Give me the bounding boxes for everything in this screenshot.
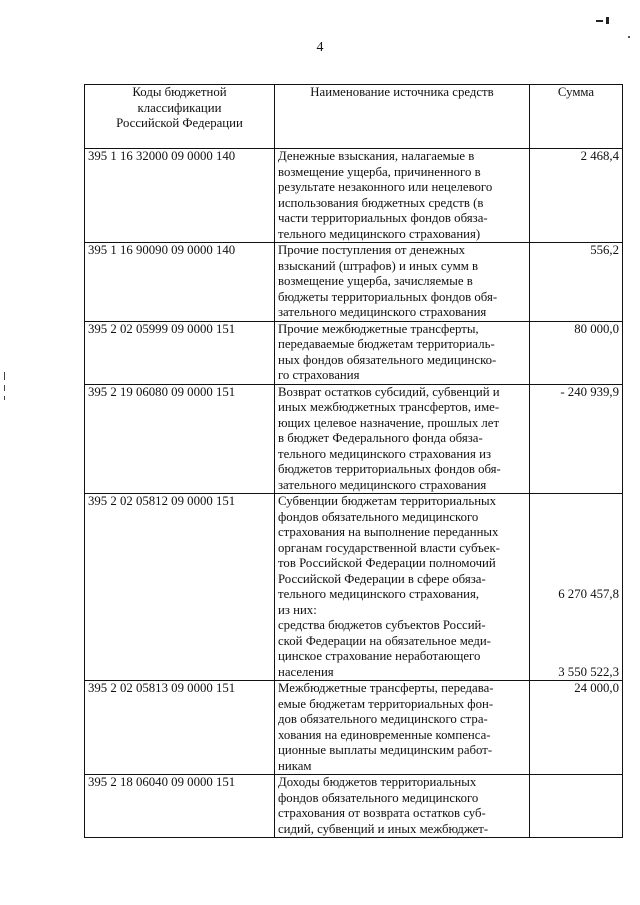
amount-total: 6 270 457,8 bbox=[558, 587, 619, 601]
source-name-line: Российской Федерации в сфере обяза- bbox=[278, 571, 486, 586]
source-name-cell bbox=[275, 384, 530, 494]
source-name-cell bbox=[275, 681, 530, 775]
source-name-line: тельного медицинского страхования из bbox=[278, 446, 492, 461]
header-name: Наименование источника средств bbox=[275, 85, 530, 149]
amount-cell bbox=[530, 775, 623, 838]
table-row bbox=[85, 321, 623, 384]
source-name-line: цинское страхование неработающего bbox=[278, 649, 481, 663]
amount-cell bbox=[530, 494, 623, 681]
budget-code-cell: 395 2 02 05813 09 0000 151 bbox=[85, 681, 275, 775]
scan-artifact bbox=[4, 385, 5, 391]
budget-code-cell: 395 1 16 32000 09 0000 140 bbox=[85, 149, 275, 243]
header-code-line: классификации bbox=[137, 100, 222, 115]
source-name-line: Денежные взыскания, налагаемые в bbox=[278, 149, 475, 163]
source-name-line: ционные выплаты медицинским работ- bbox=[278, 743, 493, 757]
source-name-line: зательного медицинского страхования bbox=[278, 305, 487, 319]
table-row bbox=[85, 243, 623, 322]
source-name-line: возмещение ущерба, причиненного в bbox=[278, 164, 481, 179]
source-name-line: Доходы бюджетов территориальных bbox=[278, 775, 477, 789]
source-name-line: бюджеты территориальных фондов обя- bbox=[278, 289, 498, 304]
budget-code-cell: 395 1 16 90090 09 0000 140 bbox=[85, 243, 275, 322]
source-name-line: возмещение ущерба, зачисляемые в bbox=[278, 274, 473, 288]
source-name-line: средства бюджетов субъектов Россий- bbox=[278, 618, 486, 632]
table-header-row bbox=[85, 85, 623, 149]
source-name-cell bbox=[275, 775, 530, 838]
source-name-cell bbox=[275, 321, 530, 384]
source-name-line: органам государственной власти субъек- bbox=[278, 540, 500, 555]
amount-subtotal: 3 550 522,3 bbox=[558, 664, 619, 679]
source-name-line: дов обязательного медицинского стра- bbox=[278, 712, 488, 726]
table-row bbox=[85, 775, 623, 838]
budget-code-cell: 395 2 19 06080 09 0000 151 bbox=[85, 384, 275, 494]
source-name-line: передаваемые бюджетам территориаль- bbox=[278, 337, 495, 351]
scan-artifact bbox=[606, 17, 609, 24]
table-row bbox=[85, 681, 623, 775]
source-name-line: населения bbox=[278, 664, 334, 679]
table-row bbox=[85, 384, 623, 494]
source-name-line: тельного медицинского страхования, bbox=[278, 587, 480, 601]
source-name-line: тельного медицинского страхования) bbox=[278, 226, 481, 241]
budget-sources-table bbox=[84, 84, 623, 838]
scan-artifact bbox=[4, 372, 5, 380]
budget-code-cell: 395 2 18 06040 09 0000 151 bbox=[85, 775, 275, 838]
scan-artifact bbox=[4, 396, 5, 400]
source-name-line: го страхования bbox=[278, 368, 360, 382]
header-code-line: Российской Федерации bbox=[116, 116, 243, 130]
source-name-line: в бюджет Федерального фонда обяза- bbox=[278, 431, 483, 445]
source-name-cell bbox=[275, 494, 530, 681]
amount-cell: 2 468,4 bbox=[530, 149, 623, 243]
source-name-line: зательного медицинского страхования bbox=[278, 477, 487, 492]
source-name-line: страхования от возврата остатков суб- bbox=[278, 806, 486, 820]
header-code bbox=[85, 85, 275, 149]
budget-code-cell: 395 2 02 05812 09 0000 151 bbox=[85, 494, 275, 681]
source-name-line: ных фондов обязательного медицинско- bbox=[278, 352, 497, 367]
amount-cell: 556,2 bbox=[530, 243, 623, 322]
source-name-line: Прочие межбюджетные трансферты, bbox=[278, 321, 479, 336]
table-row bbox=[85, 494, 623, 681]
source-name-line: ющих целевое назначение, прошлых лет bbox=[278, 415, 500, 430]
source-name-line: страхования на выполнение переданных bbox=[278, 525, 499, 539]
source-name-line: из них: bbox=[278, 602, 317, 617]
amount-cell: - 240 939,9 bbox=[530, 384, 623, 494]
budget-code-cell: 395 2 02 05999 09 0000 151 bbox=[85, 321, 275, 384]
header-sum: Сумма bbox=[530, 85, 623, 149]
source-name-line: бюджетов территориальных фондов обя- bbox=[278, 462, 501, 476]
amount-cell: 24 000,0 bbox=[530, 681, 623, 775]
source-name-line: иных межбюджетных трансфертов, име- bbox=[278, 400, 500, 414]
page-number: 4 bbox=[316, 40, 324, 55]
source-name-line: никам bbox=[278, 758, 312, 773]
source-name-line: результате незаконного или нецелевого bbox=[278, 180, 493, 194]
table-row bbox=[85, 149, 623, 243]
source-name-line: взысканий (штрафов) и иных сумм в bbox=[278, 258, 479, 273]
source-name-cell bbox=[275, 243, 530, 322]
source-name-line: Межбюджетные трансферты, передава- bbox=[278, 681, 494, 695]
source-name-line: части территориальных фондов обяза- bbox=[278, 211, 488, 225]
source-name-line: Возврат остатков субсидий, субвенций и bbox=[278, 384, 500, 399]
source-name-line: тов Российской Федерации полномочий bbox=[278, 556, 496, 570]
source-name-line: фондов обязательного медицинского bbox=[278, 509, 479, 524]
source-name-line: хования на единовременные компенса- bbox=[278, 727, 491, 742]
scan-artifact bbox=[596, 20, 603, 22]
source-name-line: Субвенции бюджетам территориальных bbox=[278, 494, 497, 508]
source-name-cell bbox=[275, 149, 530, 243]
header-code-line: Коды бюджетной bbox=[132, 85, 227, 99]
source-name-line: фондов обязательного медицинского bbox=[278, 790, 479, 805]
scan-artifact bbox=[628, 36, 630, 38]
source-name-line: сидий, субвенций и иных межбюджет- bbox=[278, 821, 489, 836]
amount-cell: 80 000,0 bbox=[530, 321, 623, 384]
source-name-line: использования бюджетных средств (в bbox=[278, 195, 484, 210]
source-name-line: ской Федерации на обязательное меди- bbox=[278, 633, 491, 648]
source-name-line: Прочие поступления от денежных bbox=[278, 243, 466, 257]
source-name-line: емые бюджетам территориальных фон- bbox=[278, 696, 494, 711]
